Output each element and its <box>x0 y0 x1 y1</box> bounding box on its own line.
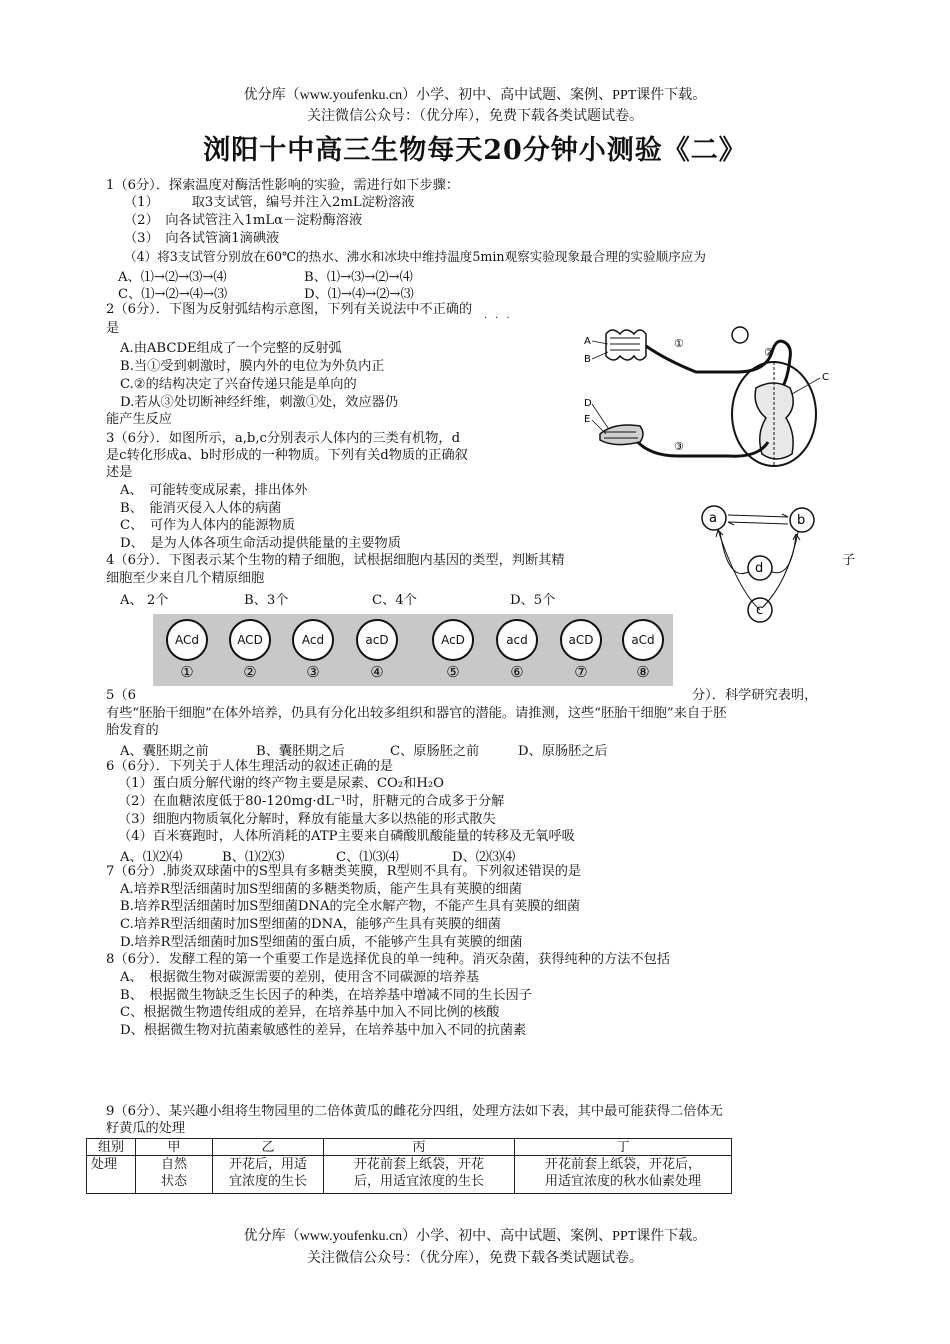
q4-option-c[interactable]: C、4个 <box>372 593 417 608</box>
q6-option-d[interactable]: D、⑵⑶⑷ <box>452 850 516 865</box>
q1-step-1: （1） 取3支试管，编号并注入2mL淀粉溶液 <box>124 195 415 210</box>
q2-option-c[interactable]: C.②的结构决定了兴奋传递只能是单向的 <box>120 377 357 392</box>
spinal-cord-icon <box>732 362 816 466</box>
cell-genes: aCd <box>622 619 664 661</box>
label-b: B <box>584 354 591 365</box>
label-e: E <box>584 414 591 425</box>
q4-stem: 4（6分）．下图表示某个生物的精子细胞，试根据细胞内基因的类型，判断其精 <box>106 553 565 568</box>
q5-stem-2: 有些“胚胎干细胞”在体外培养，仍具有分化出较多组织和器官的潜能。请推测，这些“胚胎干细胞”来自于胚 <box>106 706 727 721</box>
node-d-label: d <box>755 561 764 576</box>
q1-option-b[interactable]: B、⑴→⑶→⑵→⑷ <box>304 270 413 285</box>
q7-option-c[interactable]: C.培养R型活细菌时加S型细菌的DNA，能够产生具有荚膜的细菌 <box>120 917 501 932</box>
q6-option-b[interactable]: B、⑴⑵⑶ <box>222 850 285 865</box>
table-cell <box>212 1155 324 1194</box>
table-cell <box>514 1155 732 1194</box>
q6-stem: 6（6分）．下列关于人体生理活动的叙述正确的是 <box>106 759 394 774</box>
table-header-cell: 丁 <box>514 1138 732 1156</box>
table-cell-line: 宜浓度的生长 <box>228 1174 307 1189</box>
q6-item-3: （3）细胞内物质氧化分解时，释放有能量大多以热能的形式散失 <box>118 812 496 827</box>
q1-option-c[interactable]: C、⑴→⑵→⑷→⑶ <box>118 287 228 302</box>
q2-option-d-cont: 能产生反应 <box>106 412 172 427</box>
q3-option-c[interactable]: C、 可作为人体内的能源物质 <box>120 518 295 533</box>
sperm-cell <box>429 619 477 683</box>
cell-genes: aCD <box>560 619 602 661</box>
q4-stem-2: 细胞至少来自几个精原细胞 <box>106 571 265 586</box>
q3-option-d[interactable]: D、 是为人体各项生命活动提供能量的主要物质 <box>120 536 401 551</box>
q7-option-b[interactable]: B.培养R型活细菌时加S型细菌DNA的完全水解产物，不能产生具有荚膜的细菌 <box>120 899 581 914</box>
q8-stem: 8（6分）．发酵工程的第一个重要工作是选择优良的单一纯种。消灭杂菌，获得纯种的方法不包括 <box>106 952 671 967</box>
node-c-label: c <box>756 603 764 618</box>
q5-stem-a: 5（6 <box>106 688 136 703</box>
q7-option-d[interactable]: D.培养R型活细菌时加S型细菌的蛋白质，不能够产生具有荚膜的细菌 <box>120 935 523 950</box>
page-title: 浏阳十中高三生物每天20分钟小测验《二》 <box>203 135 747 166</box>
sperm-cell <box>493 619 541 683</box>
q6-item-4: （4）百米赛跑时，人体所消耗的ATP主要来自磷酸肌酸能量的转移及无氧呼吸 <box>118 829 575 844</box>
q6-option-c[interactable]: C、⑴⑶⑷ <box>336 850 399 865</box>
table-cell-line: 状态 <box>160 1174 187 1189</box>
table-cell-line: 开花前套上纸袋，开花 <box>353 1157 484 1172</box>
q1-step-2: （2） 向各试管注入1mLα－淀粉酶溶液 <box>124 213 363 228</box>
q6-option-a[interactable]: A、⑴⑵⑷ <box>120 850 183 865</box>
q9-stem-2: 籽黄瓜的处理 <box>106 1121 186 1136</box>
cell-genes: ACD <box>229 619 271 661</box>
ganglion-icon <box>732 327 748 343</box>
q1-option-a[interactable]: A、⑴→⑵→⑶→⑷ <box>118 270 227 285</box>
header-line-2: 关注微信公众号：（优分库），免费下载各类试题试卷。 <box>307 109 643 124</box>
q1-step-4: （4）将3支试管分别放在60℃的热水、沸水和冰块中维持温度5min观察实验现象最合理的实验顺序应为 <box>124 249 706 264</box>
q4-option-b[interactable]: B、3个 <box>244 593 289 608</box>
q3-stem-3: 述是 <box>106 465 133 480</box>
cell-genes: acD <box>356 619 398 661</box>
table-header-cell: 甲 <box>135 1138 213 1156</box>
label-a: A <box>584 336 591 347</box>
sperm-cells-panel <box>153 614 673 686</box>
cell-genes: ACd <box>166 619 208 661</box>
q5-option-d[interactable]: D、原肠胚之后 <box>518 744 608 759</box>
effector-muscle-icon <box>600 425 643 445</box>
table-cell-line: 开花前套上纸袋，开花后， <box>544 1157 701 1172</box>
q8-option-c[interactable]: C、根据微生物遗传组成的差异，在培养基中加入不同比例的核酸 <box>120 1005 500 1020</box>
q5-option-b[interactable]: B、囊胚期之后 <box>256 744 345 759</box>
q4-option-d[interactable]: D、5个 <box>510 593 556 608</box>
q2-option-a[interactable]: A.由ABCDE组成了一个完整的反射弧 <box>120 341 342 356</box>
q2-stem: 2（6分）．下图为反射弧结构示意图，下列有关说法中不正确的 <box>106 302 473 317</box>
footer-line-2: 关注微信公众号：（优分库），免费下载各类试题试卷。 <box>307 1251 643 1266</box>
table-cell <box>135 1155 213 1194</box>
header-line-1: 优分库（www.youfenku.cn）小学、初中、高中试题、案例、PPT课件下载。 <box>243 88 707 103</box>
q7-stem: 7（6分）.肺炎双球菌中的S型具有多糖类荚膜，R型则不具有。下列叙述错误的是 <box>106 864 582 879</box>
table-header-cell: 丙 <box>323 1138 515 1156</box>
label-3: ③ <box>674 440 684 453</box>
table-cell-line: 后，用适宜浓度的生长 <box>353 1174 484 1189</box>
q3-stem-2: 是c转化形成a、b时形成的一种物质。下列有关d物质的正确叙 <box>106 448 468 463</box>
sperm-cell <box>163 619 211 683</box>
cell-number: ③ <box>306 663 320 681</box>
table-row-label: 处理 <box>86 1155 136 1194</box>
sperm-cell <box>226 619 274 683</box>
node-a-label: a <box>709 511 717 526</box>
q8-option-b[interactable]: B、 根据微生物缺乏生长因子的种类，在培养基中增减不同的生长因子 <box>120 988 532 1003</box>
cell-number: ⑦ <box>574 663 588 681</box>
treatment-table <box>86 1138 732 1194</box>
q1-step-3: （3） 向各试管滴1滴碘液 <box>124 231 280 246</box>
table-cell <box>323 1155 515 1194</box>
table-header-cell: 组别 <box>86 1138 136 1156</box>
node-b-label: b <box>797 513 806 528</box>
emphasis-dots: ··· <box>484 313 518 324</box>
abcd-diagram <box>692 498 822 628</box>
cell-number: ② <box>243 663 257 681</box>
cell-genes: Acd <box>292 619 334 661</box>
q5-stem-3: 胎发育的 <box>106 723 159 738</box>
q1-option-d[interactable]: D、⑴→⑷→⑵→⑶ <box>304 287 414 302</box>
cell-number: ⑧ <box>636 663 650 681</box>
table-cell-line: 开花后，用适 <box>228 1157 307 1172</box>
footer-line-1: 优分库（www.youfenku.cn）小学、初中、高中试题、案例、PPT课件下载。 <box>243 1229 707 1244</box>
cell-number: ⑤ <box>446 663 460 681</box>
q3-stem: 3（6分）．如图所示，a,b,c分别表示人体内的三类有机物，d <box>106 431 461 446</box>
q7-option-a[interactable]: A.培养R型活细菌时加S型细菌的多糖类物质，能产生具有荚膜的细菌 <box>120 882 522 897</box>
q2-stem-2: 是 <box>106 321 120 336</box>
q8-option-a[interactable]: A、 根据微生物对碳源需要的差别，使用含不同碳源的培养基 <box>120 970 479 985</box>
q1-stem: 1（6分）．探索温度对酶活性影响的实验，需进行如下步骤： <box>106 178 460 193</box>
q3-option-b[interactable]: B、 能消灭侵入人体的病菌 <box>120 501 282 516</box>
q9-stem: 9（6分）、某兴趣小组将生物园里的二倍体黄瓜的雌花分四组，处理方法如下表，其中最可能获得二倍体无 <box>106 1104 723 1119</box>
table-cell-line: 自然 <box>160 1157 187 1172</box>
q5-option-c[interactable]: C、原肠胚之前 <box>390 744 480 759</box>
receptor-icon <box>606 330 646 360</box>
label-d: D <box>584 398 592 409</box>
sperm-cell <box>619 619 667 683</box>
sperm-cell <box>353 619 401 683</box>
sperm-cell <box>289 619 337 683</box>
q2-option-b[interactable]: B.当①受到刺激时，膜内外的电位为外负内正 <box>120 359 385 374</box>
table-cell-line: 用适宜浓度的秋水仙素处理 <box>544 1174 701 1189</box>
sperm-cell <box>557 619 605 683</box>
cell-number: ① <box>180 663 194 681</box>
label-1: ① <box>674 337 684 350</box>
q5-option-a[interactable]: A、囊胚期之前 <box>120 744 209 759</box>
q2-option-d[interactable]: D.若从③处切断神经纤维，刺激①处，效应器仍 <box>120 395 399 410</box>
cell-genes: acd <box>496 619 538 661</box>
label-2: ② <box>764 346 774 359</box>
cell-number: ④ <box>370 663 384 681</box>
q4-stem-tail: 子 <box>842 553 856 568</box>
table-header-cell: 乙 <box>212 1138 324 1156</box>
label-c: C <box>822 372 829 383</box>
q6-item-2: （2）在血糖浓度低于80-120mg·dL⁻¹时，肝糖元的合成多于分解 <box>118 794 505 809</box>
q8-option-d[interactable]: D、根据微生物对抗菌素敏感性的差异，在培养基中加入不同的抗菌素 <box>120 1023 527 1038</box>
q5-stem-b: 分）．科学研究表明， <box>692 688 818 703</box>
cell-number: ⑥ <box>510 663 524 681</box>
reflex-arc-figure <box>578 322 858 480</box>
q6-item-1: （1）蛋白质分解代谢的终产物主要是尿素、CO₂和H₂O <box>118 776 444 791</box>
cell-genes: AcD <box>432 619 474 661</box>
q4-option-a[interactable]: A、 2个 <box>120 593 169 608</box>
q3-option-a[interactable]: A、 可能转变成尿素，排出体外 <box>120 483 308 498</box>
